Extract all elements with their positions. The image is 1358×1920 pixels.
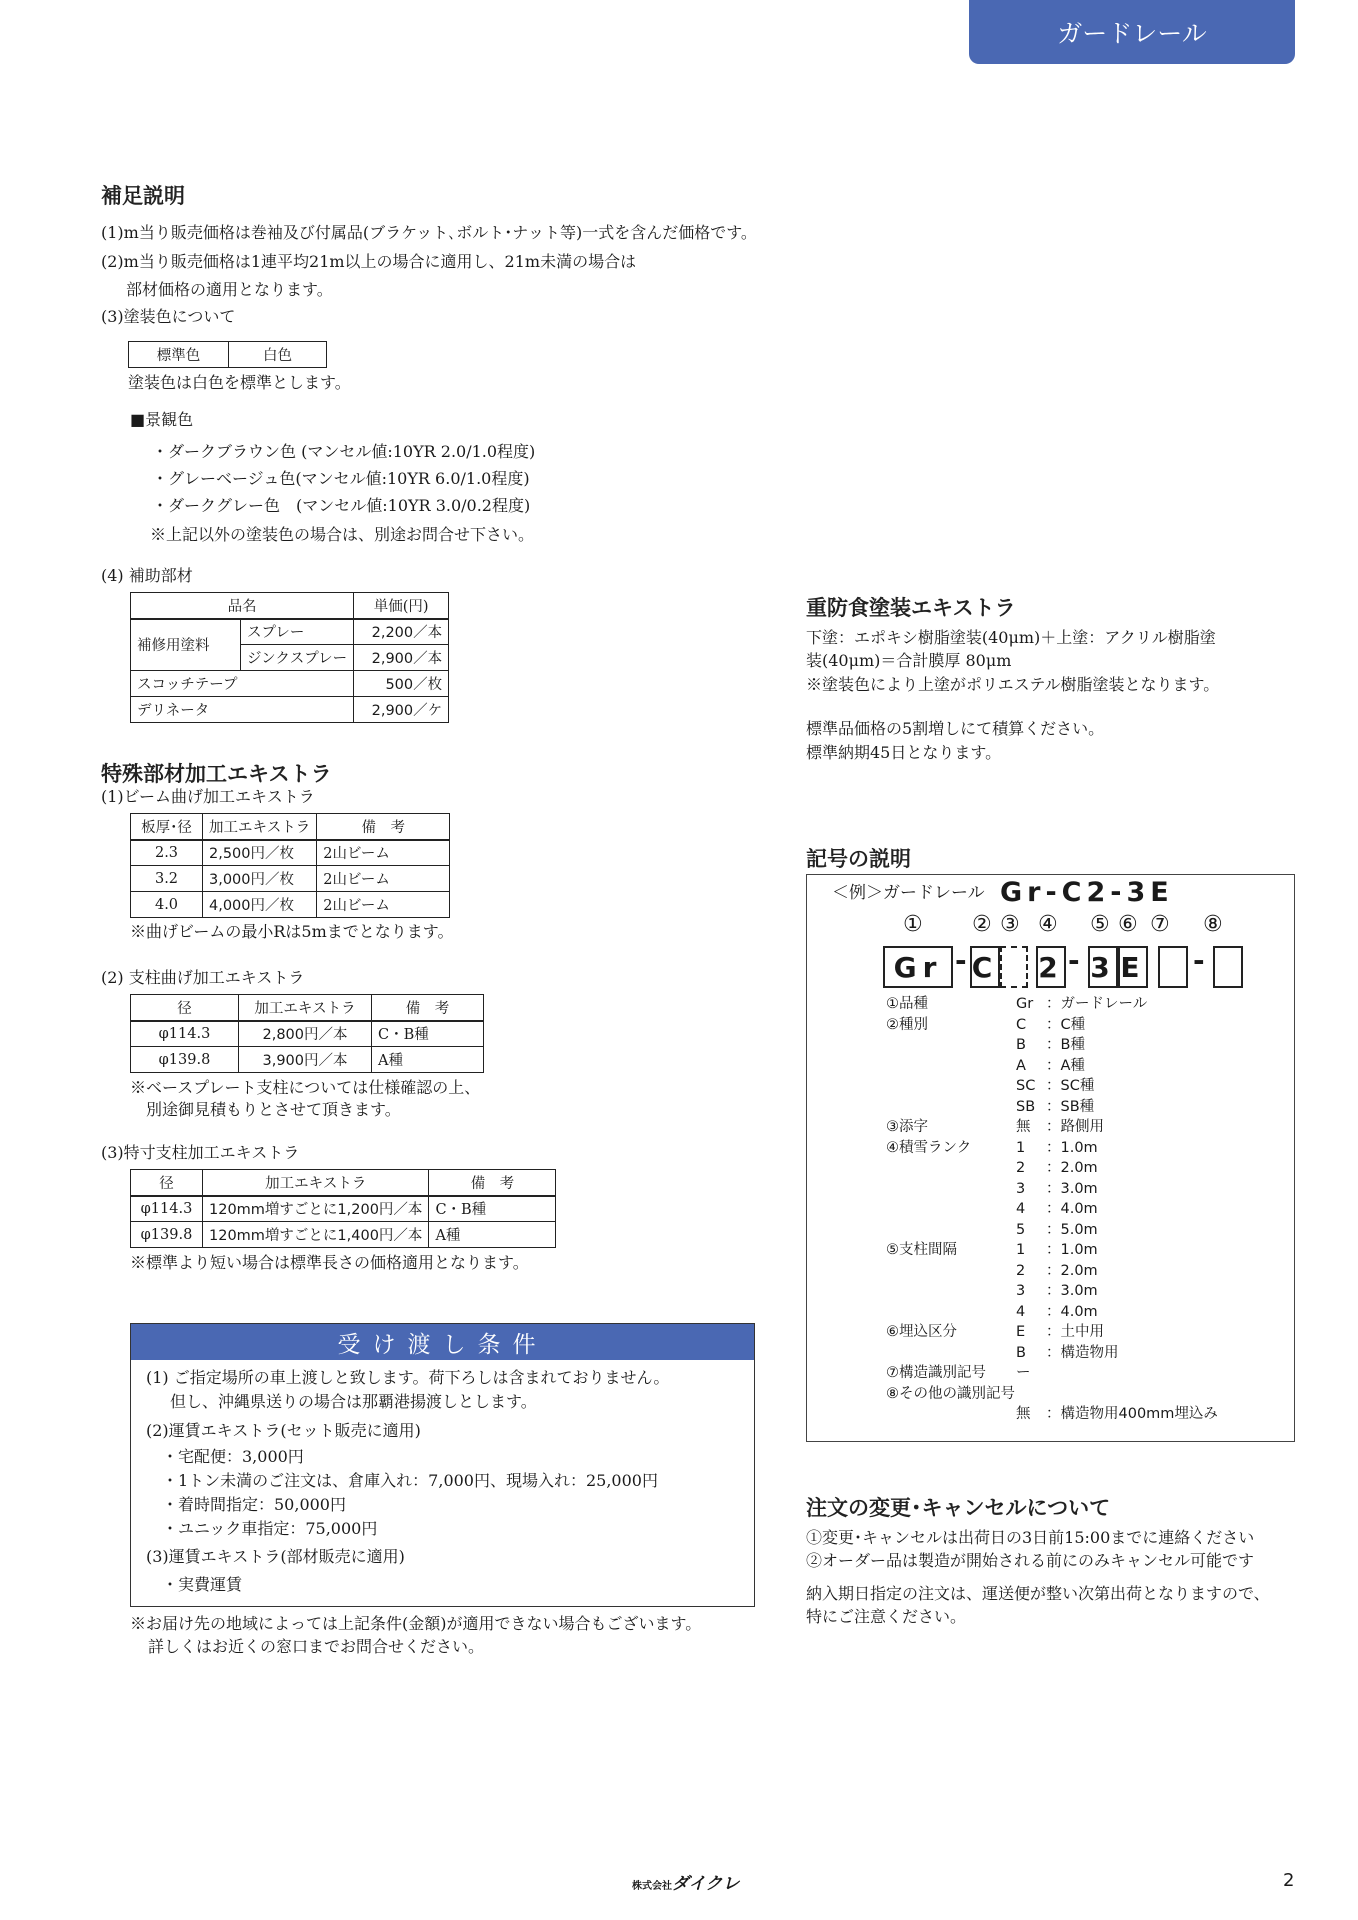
order-title: 注文の変更･キャンセルについて [806,1496,1111,1520]
code-box-other [1213,946,1243,988]
scenic-item: ・ダークブラウン色 (マンセル値:10YR 2.0/1.0程度) [152,442,536,461]
legend-desc: ：1.0m [1046,1242,1098,1258]
table-cell: 4.0 [131,892,203,918]
table-header: 単価(円) [354,593,449,619]
delivery-line: ・宅配便：3,000円 [162,1447,304,1466]
table-header: 径 [131,1170,203,1196]
table-cell: A種 [429,1222,556,1248]
supplement-line-2b: 部材価格の適用となります。 [126,280,333,299]
code-dash: - [955,944,967,977]
table-header: 備 考 [372,995,484,1021]
anticorrosion-line: 標準品価格の5割増しにて積算ください。 [806,719,1105,738]
delivery-line: (1) ご指定場所の車上渡しと致します。荷下ろしは含まれておりません。 [146,1368,670,1387]
table-cell: 500／枚 [354,671,449,697]
table-cell: φ139.8 [131,1047,239,1073]
legend-desc: ：2.0m [1046,1160,1098,1176]
legend-code: C [1016,1016,1027,1033]
table-cell: 3,000円／枚 [203,866,317,892]
scenic-item: ・ダークグレー色 (マンセル値:10YR 3.0/0.2程度) [152,496,531,515]
legend-desc: ：土中用 [1046,1324,1104,1340]
table-header: 品名 [131,593,354,619]
delivery-line: ・着時間指定：50,000円 [162,1495,346,1514]
table-cell: 4,000円／枚 [203,892,317,918]
company-name: ダイクレ [672,1874,740,1894]
delivery-note-2: 詳しくはお近くの窓口までお問合せください。 [148,1637,485,1656]
legend-code: Gr [1016,996,1034,1012]
legend-desc: ：B種 [1046,1037,1085,1053]
legend-code: 5 [1016,1221,1026,1238]
table-cell: C・B種 [429,1196,556,1222]
order-line: ②オーダー品は製造が開始される前にのみキャンセル可能です [806,1551,1255,1570]
table-header: 加工エキストラ [239,995,372,1021]
table-cell: φ114.3 [131,1196,203,1222]
code-box-snow-rank: 2 [1036,946,1066,988]
order-line: ①変更･キャンセルは出荷日の3日前15:00までに連絡ください [806,1528,1255,1547]
table-header: 板厚･径 [131,814,203,840]
legend-code: 4 [1016,1201,1026,1217]
anticorrosion-line: 標準納期45日となります。 [806,743,1002,762]
code-example: Gr-C2-3E [1000,877,1174,908]
anticorrosion-line: 装(40μm)＝合計膜厚 80μm [806,651,1012,670]
code-digit: ⑧ [1203,912,1223,937]
legend-code: SC [1016,1078,1036,1094]
scenic-item: ・グレーベージュ色(マンセル値:10YR 6.0/1.0程度) [152,469,530,488]
touchup-paint-label: 補修用塗料 [131,619,241,671]
code-box-structure [1158,946,1188,988]
code-digit: ⑤ [1090,912,1110,937]
legend-label: ②種別 [886,1016,928,1033]
code-digit: ② [972,912,992,937]
table-cell: 2,900／本 [354,645,449,671]
code-box-variety: Gr [883,946,953,988]
legend-desc: ：3.0m [1046,1180,1098,1197]
delivery-note-1: ※お届け先の地域によっては上記条件(金額)が適用できない場合もございます。 [130,1614,702,1633]
legend-code: 4 [1016,1303,1026,1320]
table-cell: 2.3 [131,840,203,866]
table-header: 備 考 [429,1170,556,1196]
table-header: 加工エキストラ [203,1170,429,1196]
supplement-line-3: (3)塗装色について [101,307,236,326]
order-line: 特にご注意ください。 [806,1607,967,1626]
beam-bending-table [130,813,450,918]
table-cell: 2,900／ケ [354,697,449,723]
table-cell: スプレー [241,619,354,645]
legend-label: ⑧その他の識別記号 [886,1385,1015,1402]
code-title: 記号の説明 [806,847,911,871]
legend-code: 3 [1016,1180,1026,1197]
legend-code: 1 [1016,1139,1026,1156]
legend-desc: ：SB種 [1046,1098,1095,1115]
legend-desc: ：路側用 [1046,1119,1104,1135]
legend-code: SB [1016,1098,1036,1115]
legend-label: ⑤支柱間隔 [886,1242,957,1258]
table-cell: 2,200／本 [354,619,449,645]
table-cell: 120mm増すごとに1,400円／本 [203,1222,429,1248]
legend-code: E [1016,1324,1026,1340]
table-cell: A種 [372,1047,484,1073]
legend-desc: ：5.0m [1046,1221,1098,1238]
table-cell: 120mm増すごとに1,200円／本 [203,1196,429,1222]
legend-desc: ：3.0m [1046,1283,1098,1299]
legend-label: ①品種 [886,996,928,1012]
table-cell: スコッチテープ [131,671,354,697]
aux-title: (4) 補助部材 [101,566,193,585]
delivery-line: (3)運賃エキストラ(部材販売に適用) [146,1547,405,1566]
code-digit: ① [903,912,923,937]
delivery-title: 受け渡し条件 [131,1324,754,1360]
legend-code: B [1016,1037,1026,1053]
legend-code: B [1016,1344,1026,1361]
code-digit: ③ [1000,912,1020,937]
code-dash: - [1193,944,1205,977]
post-bending-table [130,994,484,1073]
table-cell: 2山ビーム [317,840,450,866]
legend-code: 2 [1016,1262,1026,1279]
section-tab: ガードレール [969,0,1295,64]
standard-color-table [128,341,327,368]
legend-code: 無 [1016,1119,1031,1135]
table-cell: 2,500円／枚 [203,840,317,866]
size-note: ※標準より短い場合は標準長さの価格適用となります。 [130,1253,529,1272]
delivery-line: ・実費運賃 [162,1575,243,1594]
company-prefix: 株式会社 [632,1881,672,1892]
legend-desc: ：構造物用400mm埋込み [1046,1406,1218,1422]
table-cell: 2,800円／本 [239,1021,372,1047]
table-cell: 2山ビーム [317,866,450,892]
code-box-embed: E [1118,946,1148,988]
legend-desc: ：ガードレール [1046,996,1148,1012]
special-title: 特殊部材加工エキストラ [101,762,332,786]
legend-desc: ：SC種 [1046,1078,1095,1094]
special-size-table [130,1169,556,1248]
code-dash: - [1068,944,1080,977]
legend-label: ③添字 [886,1119,928,1135]
delivery-line: 但し、沖縄県送りの場合は那覇港揚渡しとします。 [170,1392,537,1411]
standard-color-label: 標準色 [129,342,229,368]
table-cell: デリネータ [131,697,354,723]
legend-code: 3 [1016,1283,1026,1299]
table-cell: C・B種 [372,1021,484,1047]
code-box-post-spacing: 3 [1088,946,1118,988]
table-cell: ジンクスプレー [241,645,354,671]
code-digit: ⑦ [1150,912,1170,937]
legend-desc: ：1.0m [1046,1139,1098,1156]
post-note-2: 別途御見積もりとさせて頂きます。 [146,1100,401,1119]
scenic-title: ■景観色 [130,410,194,429]
post-note-1: ※ベースプレート支柱については仕様確認の上、 [130,1078,481,1097]
table-header: 径 [131,995,239,1021]
size-title: (3)特寸支柱加工エキストラ [101,1143,300,1162]
code-example-label: ＜例＞ガードレール [832,883,985,903]
supplement-title: 補足説明 [101,184,185,208]
legend-desc: ：構造物用 [1046,1344,1119,1361]
standard-color-value: 白色 [229,342,327,368]
legend-desc: ：C種 [1046,1016,1086,1033]
legend-desc: ：2.0m [1046,1262,1098,1279]
legend-code: 1 [1016,1242,1026,1258]
code-box-type: C [970,946,1000,988]
legend-label: ⑥埋込区分 [886,1324,957,1340]
legend-desc: ：A種 [1046,1057,1085,1074]
code-digit: ⑥ [1118,912,1138,937]
legend-code: A [1016,1057,1026,1074]
beam-note: ※曲げビームの最小Rは5mまでとなります。 [130,922,454,941]
delivery-line: ・1トン未満のご注文は、倉庫入れ：7,000円、現場入れ：25,000円 [162,1471,658,1490]
aux-parts-table [130,592,449,723]
table-cell: φ114.3 [131,1021,239,1047]
code-box-suffix [1000,946,1028,988]
delivery-line: ・ユニック車指定：75,000円 [162,1519,378,1538]
beam-title: (1)ビーム曲げ加工エキストラ [101,787,315,806]
anticorrosion-line: ※塗装色により上塗がポリエステル樹脂塗装となります。 [806,675,1220,694]
delivery-line: (2)運賃エキストラ(セット販売に適用) [146,1421,421,1440]
legend-desc: ：4.0m [1046,1201,1098,1217]
table-header: 加工エキストラ [203,814,317,840]
legend-code: ー [1016,1365,1031,1381]
anticorrosion-line: 下塗：エポキシ樹脂塗装(40μm)＋上塗：アクリル樹脂塗 [806,628,1216,647]
scenic-note: ※上記以外の塗装色の場合は、別途お問合せ下さい。 [150,525,535,544]
supplement-line-2a: (2)m当り販売価格は1連平均21m以上の場合に適用し、21m未満の場合は [101,252,637,271]
code-digit: ④ [1038,912,1058,937]
table-cell: 3,900円／本 [239,1047,372,1073]
table-cell: 3.2 [131,866,203,892]
legend-label: ④積雪ランク [886,1139,972,1156]
legend-label: ⑦構造識別記号 [886,1365,986,1381]
supplement-line-1: (1)m当り販売価格は巻袖及び付属品(ブラケット､ボルト･ナット等)一式を含んだ価格です。 [101,223,757,242]
company-logo [632,1869,739,1894]
supplement-line-4: 塗装色は白色を標準とします。 [128,373,351,392]
table-cell: φ139.8 [131,1222,203,1248]
anticorrosion-title: 重防食塗装エキストラ [806,596,1016,620]
order-line: 納入期日指定の注文は、運送便が整い次第出荷となりますので、 [806,1584,1270,1603]
page-number: 2 [1283,1870,1295,1891]
post-title: (2) 支柱曲げ加工エキストラ [101,968,305,987]
legend-code: 無 [1016,1406,1031,1422]
table-cell: 2山ビーム [317,892,450,918]
legend-desc: ：4.0m [1046,1303,1098,1320]
legend-code: 2 [1016,1160,1026,1176]
table-header: 備 考 [317,814,450,840]
